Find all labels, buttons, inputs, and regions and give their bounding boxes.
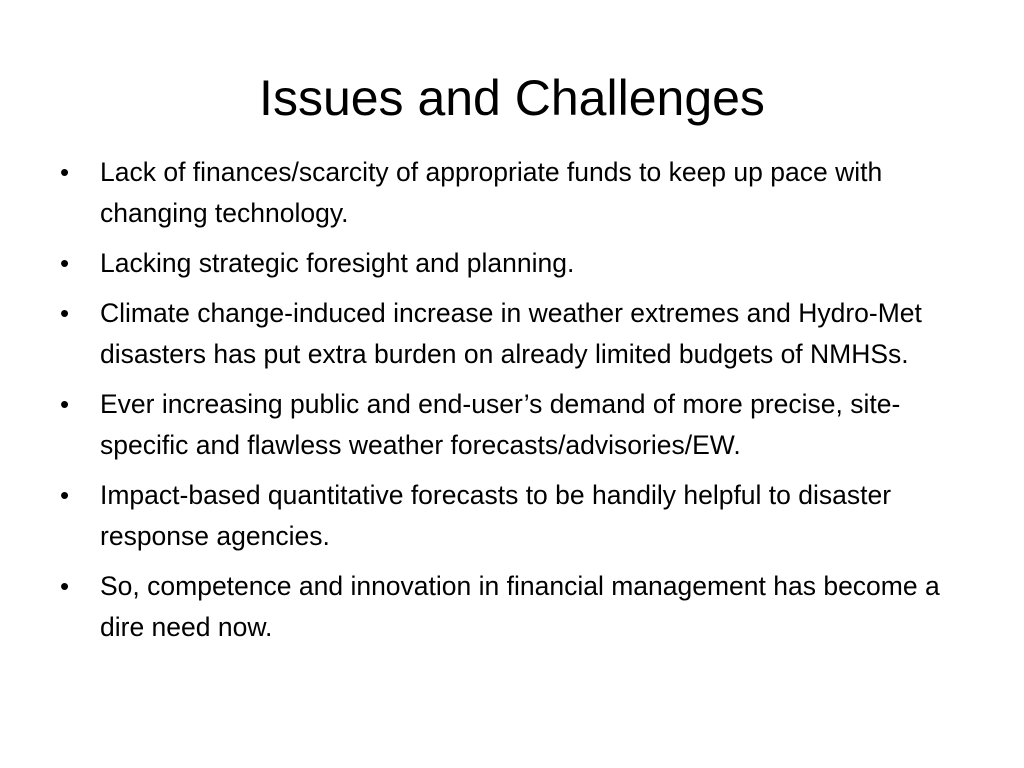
bullet-icon: • [60, 480, 70, 510]
bullet-item [60, 566, 970, 648]
bullet-text: Lacking strategic foresight and planning. [100, 248, 575, 278]
bullet-item [60, 293, 970, 375]
bullet-icon: • [60, 571, 70, 601]
bullet-text: Ever increasing public and end-user’s demand of more precise, site-specific and flawless weather forecasts/advisories/EW. [100, 389, 901, 460]
bullet-icon: • [60, 298, 70, 328]
bullet-text: Climate change-induced increase in weather extremes and Hydro-Met disasters has put extra burden on already limited budgets of NMHSs. [100, 298, 922, 369]
slide-title: Issues and Challenges [259, 70, 765, 126]
bullet-icon: • [60, 389, 70, 419]
bullet-icon: • [60, 157, 70, 187]
bullet-item [60, 475, 970, 557]
bullet-list [60, 152, 970, 657]
bullet-text: Impact-based quantitative forecasts to be handily helpful to disaster response agencies. [100, 480, 892, 551]
bullet-text: So, competence and innovation in financial management has become a dire need now. [100, 571, 940, 642]
bullet-item [60, 152, 970, 234]
bullet-text: Lack of finances/scarcity of appropriate funds to keep up pace with changing technology. [100, 157, 883, 228]
bullet-icon: • [60, 248, 70, 278]
bullet-item [60, 243, 970, 284]
bullet-item [60, 384, 970, 466]
